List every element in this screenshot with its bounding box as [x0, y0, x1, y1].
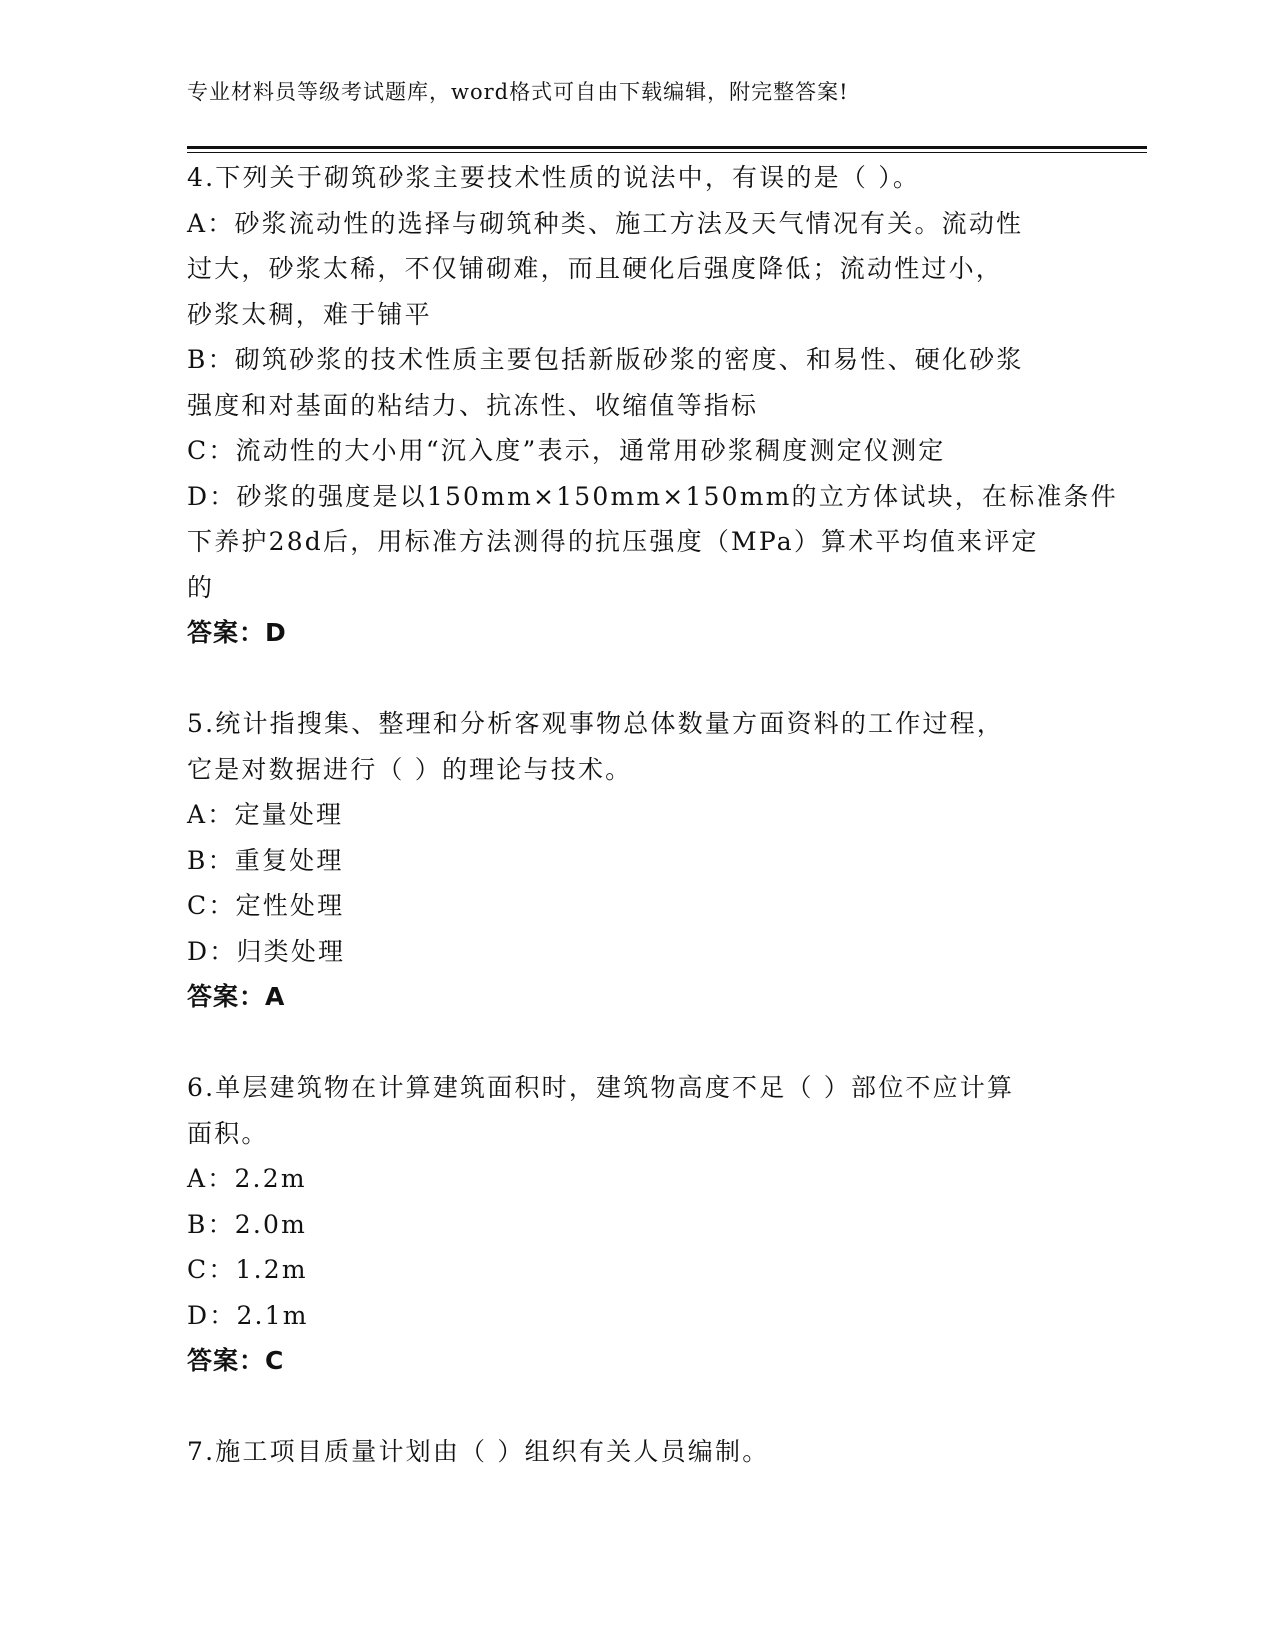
header-note: 专业材料员等级考试题库，word格式可自由下载编辑，附完整答案!	[187, 80, 849, 104]
question-6-option-c: C：1.2m	[187, 1255, 308, 1284]
question-7-stem: 7.施工项目质量计划由（ ）组织有关人员编制。	[187, 1437, 770, 1466]
question-5-option-a: A：定量处理	[187, 800, 344, 829]
question-6-stem-line-2: 面积。	[187, 1118, 269, 1148]
question-5-answer: 答案：A	[187, 982, 286, 1011]
question-6-option-d: D：2.1m	[187, 1300, 309, 1330]
header-rule-thin	[187, 152, 1147, 153]
question-5-option-d: D：归类处理	[187, 936, 346, 966]
question-6	[187, 1065, 1067, 1384]
question-4-option-a-line-1: A：砂浆流动性的选择与砌筑种类、施工方法及天气情况有关。流动性	[187, 208, 1024, 238]
question-6-stem-line-1: 6.单层建筑物在计算建筑面积时，建筑物高度不足（ ）部位不应计算	[187, 1073, 1015, 1102]
question-6-option-a: A：2.2m	[187, 1164, 307, 1193]
question-4-option-c: C：流动性的大小用“沉入度”表示，通常用砂浆稠度测定仪测定	[187, 436, 946, 465]
question-5-stem-line-2: 它是对数据进行（ ）的理论与技术。	[187, 754, 633, 784]
question-6-option-b: B：2.0m	[187, 1209, 308, 1239]
spacer	[187, 1384, 1067, 1430]
header-rule-thick	[187, 146, 1147, 149]
question-4-answer: 答案：D	[187, 618, 287, 647]
question-4	[187, 155, 1118, 656]
question-4-option-d-line-1: D：砂浆的强度是以150mm×150mm×150mm的立方体试块，在标准条件	[187, 481, 1118, 511]
question-4-option-b-line-2: 强度和对基面的粘结力、抗冻性、收缩值等指标	[187, 390, 759, 420]
question-5-option-b: B：重复处理	[187, 845, 344, 875]
spacer	[187, 1020, 1067, 1066]
question-5-option-c: C：定性处理	[187, 891, 345, 920]
question-7	[187, 1429, 1067, 1475]
question-4-option-d-line-2: 下养护28d后，用标准方法测得的抗压强度（MPa）算术平均值来评定	[187, 527, 1039, 556]
question-list	[187, 155, 1118, 1475]
question-4-stem: 4.下列关于砌筑砂浆主要技术性质的说法中，有误的是（ ）。	[187, 163, 921, 192]
question-4-option-b-line-1: B：砌筑砂浆的技术性质主要包括新版砂浆的密度、和易性、硬化砂浆	[187, 345, 1024, 374]
question-4-option-d-line-3: 的	[187, 572, 215, 602]
spacer	[187, 656, 1067, 702]
question-5-stem-line-1: 5.统计指搜集、整理和分析客观事物总体数量方面资料的工作过程，	[187, 709, 1005, 738]
question-6-answer: 答案：C	[187, 1346, 285, 1375]
question-5	[187, 701, 1067, 1020]
question-4-option-a-line-2: 过大，砂浆太稀，不仅铺砌难，而且硬化后强度降低；流动性过小，	[187, 254, 1004, 283]
question-4-option-a-line-3: 砂浆太稠，难于铺平	[187, 299, 432, 329]
